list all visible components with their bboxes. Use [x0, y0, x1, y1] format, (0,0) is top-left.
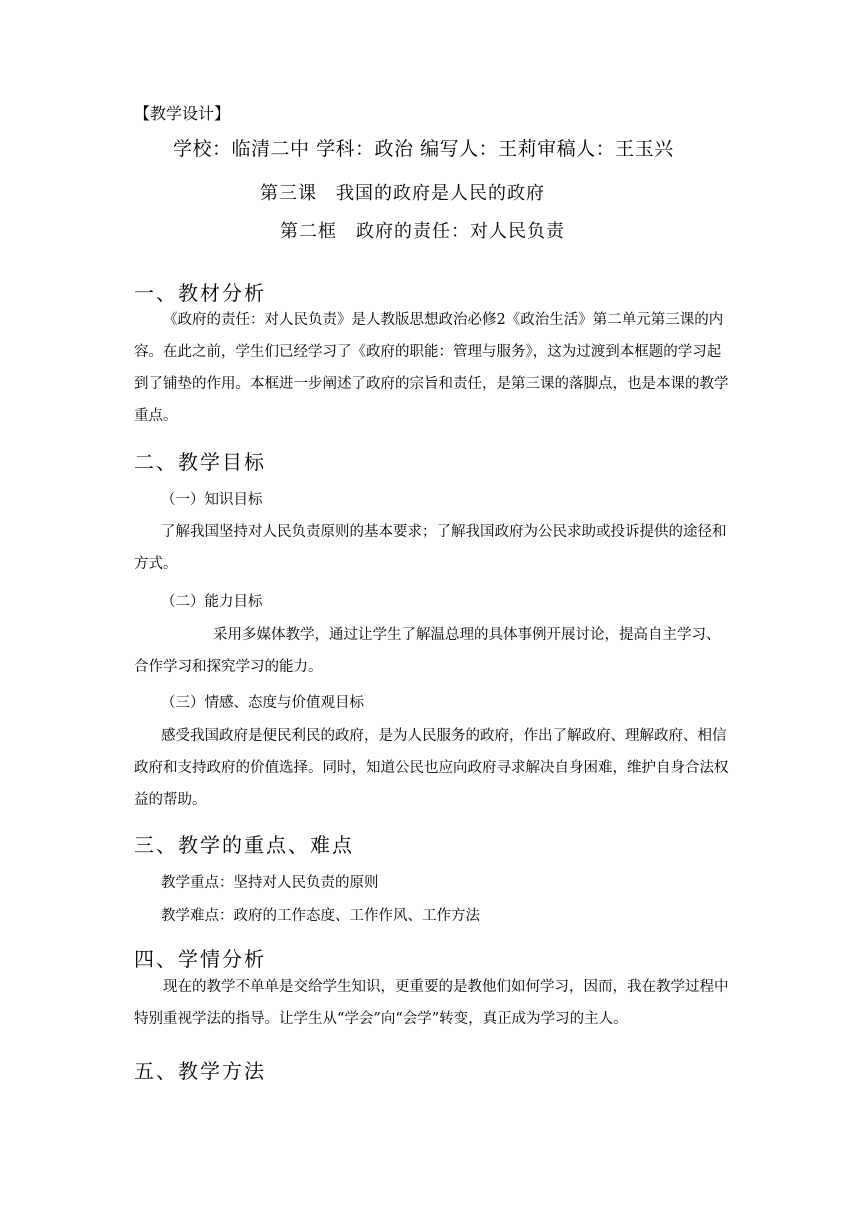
emotion-goal-label: （三）情感、态度与价值观目标 — [161, 695, 364, 711]
lesson-title: 第三课 我国的政府是人民的政府 — [260, 183, 545, 204]
ability-goal-body: 采用多媒体教学，通过让学生了解温总理的具体事例开展讨论，提高自主学习、合作学习和探究学习的能力。 — [134, 627, 721, 675]
learner-analysis-body: 现在的教学不单单是交给学生知识，更重要的是教他们如何学习，因而，我在教学过程中特别重视学法的指导。让学生从“学会”向“会学”转变，真正成为学习的主人。 — [134, 979, 729, 1027]
section-heading-textbook-analysis: 一、教材分析 — [134, 281, 266, 305]
textbook-analysis-body: 《政府的责任：对人民负责》是人教版思想政治必修2《政治生活》第二单元第三课的内容。在此之前，学生们已经学习了《政府的职能：管理与服务》，这为过渡到本框题的学习起到了铺垫的作用。本框进一步阐述了政府的宗旨和责任，是第三课的落脚点，也是本课的教学重点。 — [134, 312, 729, 424]
section-heading-teaching-goals: 二、教学目标 — [134, 450, 266, 474]
doc-meta: 学校：临清二中 学科：政治 编写人：王莉审稿人：王玉兴 — [173, 138, 674, 160]
section-heading-key-difficult-points: 三、教学的重点、难点 — [134, 833, 354, 857]
section-heading-learner-analysis: 四、学情分析 — [134, 947, 266, 971]
knowledge-goal-label: （一）知识目标 — [161, 492, 263, 508]
key-point: 教学重点：坚持对人民负责的原则 — [161, 875, 379, 891]
frame-title: 第二框 政府的责任：对人民负责 — [280, 221, 565, 242]
section-heading-teaching-methods: 五、教学方法 — [134, 1059, 266, 1083]
doc-tag: 【教学设计】 — [134, 104, 231, 123]
difficult-point: 教学难点：政府的工作态度、工作作风、工作方法 — [161, 908, 480, 924]
knowledge-goal-body: 了解我国坚持对人民负责原则的基本要求；了解我国政府为公民求助或投诉提供的途径和方式。 — [134, 524, 727, 572]
ability-goal-label: （二）能力目标 — [161, 594, 263, 610]
emotion-goal-body: 感受我国政府是便民利民的政府，是为人民服务的政府，作出了解政府、理解政府、相信政府和支持政府的价值选择。同时，知道公民也应向政府寻求解决自身困难，维护自身合法权益的帮助。 — [134, 728, 729, 808]
